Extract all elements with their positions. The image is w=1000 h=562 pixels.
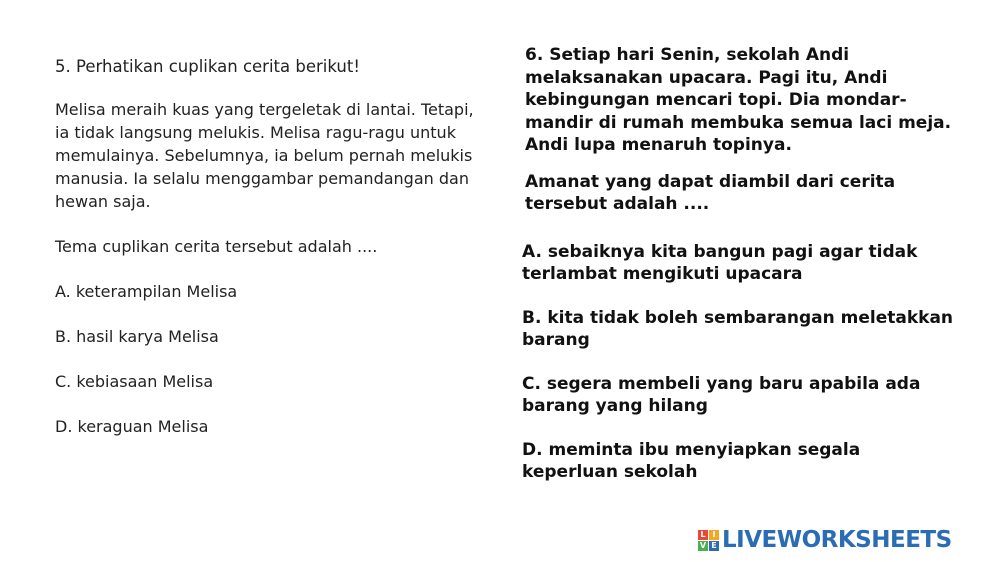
question-6-option-a[interactable]: A. sebaiknya kita bangun pagi agar tidak terlambat mengikuti upacara	[522, 241, 918, 284]
question-5-passage: Melisa meraih kuas yang tergeletak di lantai. Tetapi, ia tidak langsung melukis. Melisa ragu-ragu untuk memulainya. Sebelumnya, ia belum pernah melukis manusia. Ia selalu menggambar pemandangan dan hewan saja.	[55, 100, 474, 211]
question-6	[522, 44, 962, 484]
question-5-title: 5. Perhatikan cuplikan cerita berikut!	[55, 57, 360, 76]
logo-letter: V	[699, 540, 707, 550]
question-5-option-c[interactable]: C. kebiasaan Melisa	[55, 372, 214, 391]
logo-letter: I	[709, 530, 719, 540]
question-6-option-d[interactable]: D. meminta ibu menyiapkan segala keperluan sekolah	[522, 439, 861, 482]
question-5	[55, 55, 485, 438]
logo-blocks-icon	[698, 530, 719, 551]
question-6-option-b[interactable]: B. kita tidak boleh sembarangan meletakkan barang	[522, 307, 954, 350]
logo-letter: E	[709, 541, 719, 551]
question-5-option-a[interactable]: A. keterampilan Melisa	[55, 282, 238, 301]
question-5-option-d[interactable]: D. keraguan Melisa	[55, 417, 209, 436]
liveworksheets-logo[interactable]	[698, 527, 952, 553]
logo-letter: L	[698, 530, 708, 540]
question-5-prompt: Tema cuplikan cerita tersebut adalah ....	[55, 237, 378, 256]
question-6-prompt: Amanat yang dapat diambil dari cerita tersebut adalah ....	[525, 171, 896, 214]
question-5-option-b[interactable]: B. hasil karya Melisa	[55, 327, 219, 346]
question-6-option-c[interactable]: C. segera membeli yang baru apabila ada barang yang hilang	[522, 373, 921, 416]
question-6-passage: 6. Setiap hari Senin, sekolah Andi melaksanakan upacara. Pagi itu, Andi kebingungan mencari topi. Dia mondar-mandir di rumah membuka semua laci meja. Andi lupa menaruh topinya.	[525, 45, 952, 155]
logo-text: LIVEWORKSHEETS	[722, 527, 952, 553]
